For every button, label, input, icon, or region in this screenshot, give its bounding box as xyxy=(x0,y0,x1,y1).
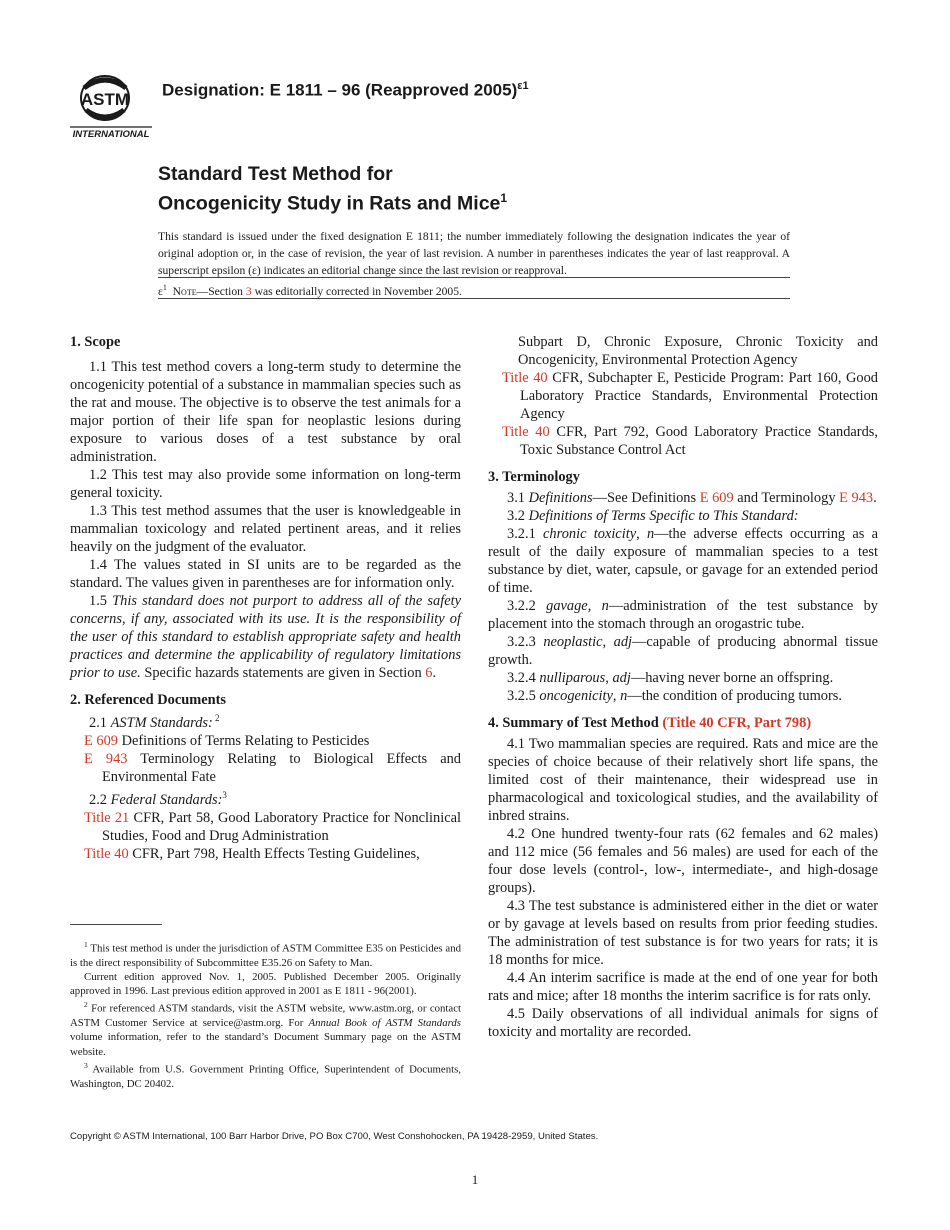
definition: 3.2.5 oncogenicity, n—the condition of producing tumors. xyxy=(507,688,842,704)
section-heading: 1. Scope xyxy=(70,334,121,350)
footnote: $^1$ This test method is under the jurisdiction of ASTM Committee E35 on Pesticides and is the direct responsibility of Subcommittee E35.26 on Safety to Man. xyxy=(70,940,461,969)
logo-international-text: INTERNATIONAL xyxy=(72,129,150,140)
paragraph: 4.4 An interim sacrifice is made at the end of one year for both rats and mice; after 18 months the interim sacrifice is for rats only. xyxy=(488,970,878,1004)
left-column xyxy=(70,333,461,863)
ref-link[interactable]: Title 21 xyxy=(84,809,130,826)
section-heading: 4. Summary of Test Method (Title 40 CFR, Part 798) xyxy=(488,715,812,731)
footnote-divider xyxy=(70,924,162,925)
astm-logo xyxy=(70,74,152,140)
paragraph: 1.4 The values stated in SI units are to be regarded as the standard. The values given in parentheses are for information only. xyxy=(70,557,461,591)
paragraph: 3.2 Definitions of Terms Specific to This Standard: xyxy=(507,508,799,524)
reference-item: Title 40 CFR, Subchapter E, Pesticide Program: Part 160, Good Laboratory Practice Standards, Environmental Protection Agency xyxy=(502,370,879,422)
page-number: 1 xyxy=(471,1172,479,1187)
section-heading: 3. Terminology xyxy=(488,469,580,485)
paragraph: 2.2 Federal Standards:$^3$ xyxy=(89,789,227,808)
ref-link[interactable]: E 609 xyxy=(84,732,118,749)
paragraph: 3.1 Definitions—See Definitions E 609 and Terminology E 943. xyxy=(507,490,877,506)
footnotes xyxy=(70,938,461,1091)
ref-link[interactable]: Title 40 xyxy=(502,370,548,386)
footnote: Current edition approved Nov. 1, 2005. Published December 2005. Originally approved in 1996. Last previous edition approved in 2001 as E 1811 - 96(2001). xyxy=(70,971,461,998)
designation: Designation: E 1811 – 96 (Reapproved 2005)$^{\varepsilon 1}$ xyxy=(162,80,529,100)
reference-continuation: Subpart D, Chronic Exposure, Chronic Toxicity and Oncogenicity, Environmental Protection Agency xyxy=(518,334,878,368)
right-column xyxy=(488,333,878,1041)
section-heading: 2. Referenced Documents xyxy=(70,692,226,708)
footnote: $^2$ For referenced ASTM standards, visit the ASTM website, www.astm.org, or contact ASTM Customer Service at service@astm.org. For Annual Book of ASTM Standards volume information, refer to the standard’s Document Summary page on the ASTM website. xyxy=(70,1000,461,1058)
paragraph: 1.3 This test method assumes that the user is knowledgeable in mammalian toxicology and related pertinent areas, and it relies heavily on the judgment of the evaluator. xyxy=(70,503,461,555)
reference-item: E 609 Definitions of Terms Relating to Pesticides xyxy=(84,732,370,749)
document-title: Standard Test Method for Oncogenicity Study in Rats and Mice$^1$ xyxy=(158,163,508,215)
ref-link[interactable]: E 609 xyxy=(699,490,734,506)
ref-link[interactable]: (Title 40 CFR, Part 798) xyxy=(662,715,812,731)
paragraph: 1.2 This test may also provide some information on long-term general toxicity. xyxy=(70,467,461,501)
definition: 3.2.3 neoplastic, adj—capable of producing abnormal tissue growth. xyxy=(488,634,878,668)
paragraph: 4.5 Daily observations of all individual animals for signs of toxicity and mortality are recorded. xyxy=(488,1006,878,1040)
editorial-note: $\varepsilon^1$ Note—Section 3 was editorially corrected in November 2005. xyxy=(158,283,462,298)
paragraph: 4.1 Two mammalian species are required. Rats and mice are the species of choice because of their relatively short life spans, the limited cost of their maintenance, their widespread use in pharmacological and toxicological studies, and the availability of inbred strains. xyxy=(488,736,878,824)
paragraph: 1.1 This test method covers a long-term study to determine the oncogenicity potential of a substance in mammalian species such as the rat and mouse. The objective is to observe the test animals for a major portion of their life span for neoplastic lesions during exposure to various doses of a test substance by oral administration. xyxy=(70,359,461,465)
ref-link[interactable]: E 943 xyxy=(839,490,874,506)
definition: 3.2.1 chronic toxicity, n—the adverse effects occurring as a result of the daily exposure of mammalian species to a test substance by diet, water, capsule, or gavage for an extended period of time. xyxy=(488,526,878,596)
reference-item: Title 40 CFR, Part 792, Good Laboratory Practice Standards, Toxic Substance Control Act xyxy=(502,424,878,458)
copyright-line: Copyright © ASTM International, 100 Barr Harbor Drive, PO Box C700, West Conshohocken, PA 19428-2959, United States. xyxy=(70,1131,599,1142)
divider xyxy=(158,298,790,299)
section-3-link[interactable]: 3 xyxy=(245,284,252,298)
paragraph: 2.1 ASTM Standards: $^2$ xyxy=(89,713,220,731)
standard-intro: This standard is issued under the fixed designation E 1811; the number immediately following the designation indicates the year of original adoption or, in the case of revision, the year of last revision. A number in parentheses indicates the year of last reapproval. A superscript epsilon (ε) indicates an editorial change since the last revision or reapproval. xyxy=(158,230,790,277)
reference-item: E 943 Terminology Relating to Biological Effects and Environmental Fate xyxy=(84,750,461,785)
definition: 3.2.4 nulliparous, adj—having never borne an offspring. xyxy=(507,670,834,686)
ref-link[interactable]: E 943 xyxy=(84,750,128,767)
ref-link[interactable]: Title 40 xyxy=(502,424,550,440)
ref-link[interactable]: Title 40 xyxy=(84,845,129,862)
logo-letters: ASTM xyxy=(80,90,130,109)
definition: 3.2.2 gavage, n—administration of the test substance by placement into the stomach through an orogastric tube. xyxy=(488,598,878,632)
reference-item: Title 40 CFR, Part 798, Health Effects Testing Guidelines, xyxy=(84,845,420,862)
divider xyxy=(158,277,790,278)
paragraph: 1.5 This standard does not purport to address all of the safety concerns, if any, associated with its use. It is the responsibility of the user of this standard to establish appropriate safety and health practices and determine the applicability of regulatory limitations prior to use. Specific hazards statements are given in Section 6. xyxy=(70,593,461,681)
reference-item: Title 21 CFR, Part 58, Good Laboratory Practice for Nonclinical Studies, Food and Drug Administration xyxy=(84,809,461,844)
paragraph: 4.3 The test substance is administered either in the diet or water or by gavage at levels based on results from prior feeding studies. The administration of test substance is for two years for rats; it is 18 months for mice. xyxy=(488,898,878,968)
section-6-link[interactable]: 6 xyxy=(425,665,433,681)
paragraph: 4.2 One hundred twenty-four rats (62 females and 62 males) and 112 mice (56 females and 56 males) are used for each of the four dose levels (control-, low-, intermediate-, and high-dosage groups). xyxy=(488,826,878,896)
footnote: $^3$ Available from U.S. Government Printing Office, Superintendent of Documents, Washington, DC 20402. xyxy=(70,1060,461,1090)
